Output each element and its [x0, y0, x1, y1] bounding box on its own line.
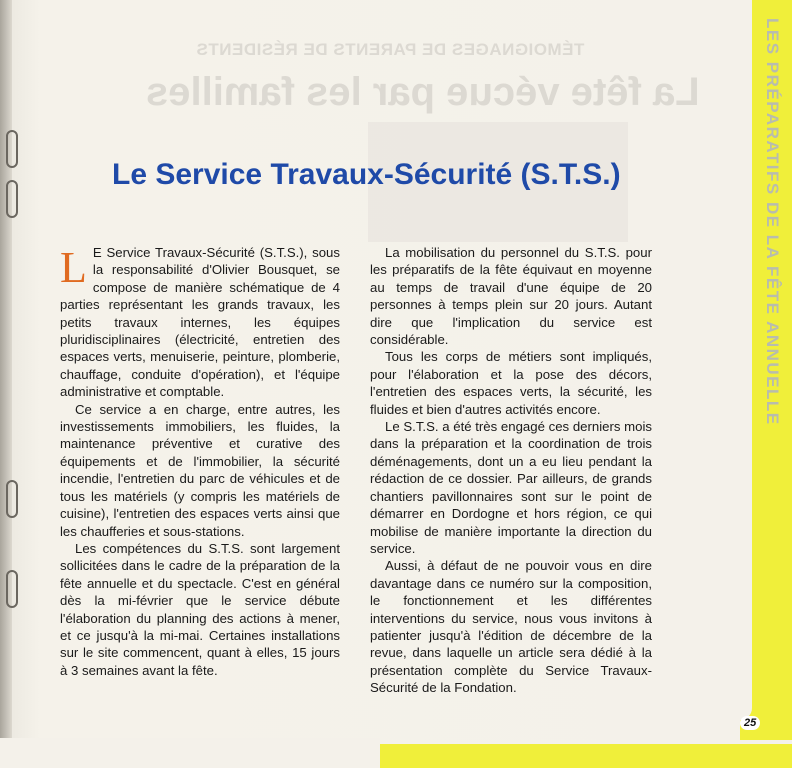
paragraph: Les compétences du S.T.S. sont largement sollicitées dans le cadre de la préparation de la fête annuelle et du spectacle. C'est en général dès la mi-février que le service débute l'élaboration du planning des actions à mener, et ce jusqu'à la mi-mai. Certaines installations sur le site commencent, quant à elles, 15 jours à 3 semaines avant la fête.: [60, 540, 340, 678]
right-column: [370, 244, 652, 697]
bottom-color-band: [360, 744, 792, 768]
page-number: 25: [740, 716, 760, 730]
binding-ring: [6, 570, 18, 608]
left-column: [60, 244, 340, 679]
drop-cap: L: [60, 243, 87, 292]
paragraph: Le S.T.S. a été très engagé ces derniers mois dans la préparation et la coordination de trois déménagements, dont un a eu lieu pendant la rédaction de ce dossier. Par ailleurs, de grands chantiers pavillonnaires sont sur le point de démarrer en Dordogne et hors région, ce qui mobilise de manière importante la direction du service.: [370, 419, 652, 556]
binding-ring: [6, 480, 18, 518]
paragraph: Tous les corps de métiers sont impliqués, pour l'élaboration et la pose des décors, l'entretien des espaces verts, la sécurité, les fluides et bien d'autres activités encore.: [370, 349, 652, 417]
paragraph: Aussi, à défaut de ne pouvoir vous en dire davantage dans ce numéro sur la composition, le fonctionnement et les différentes interventions du service, nous vous invitons à patienter jusqu'à l'édition de décembre de la revue, dans laquelle un article sera dédié à la présentation complète du Service Travaux-Sécurité de la Fondation.: [370, 558, 652, 696]
bottom-margin: [0, 738, 380, 768]
binding-ring: [6, 180, 18, 218]
paragraph: La mobilisation du personnel du S.T.S. pour les préparatifs de la fête équivaut en moyenne au temps de travail d'une équipe de 20 personnes à temps plein sur 20 jours. Autant dire que l'implication du service est considérable.: [370, 245, 652, 348]
paragraph: L E Service Travaux-Sécurité (S.T.S.), sous la responsabilité d'Olivier Bousquet, se compose de manière schématique de 4 parties représentant les grands travaux, les petits travaux internes, les équipes pluridisciplinaires (électricité, entretien des espaces verts, menuiserie, peinture, plomberie, chauffage, conduite d'opération), et l'équipe administrative et comptable.: [60, 243, 340, 400]
paragraph: Ce service a en charge, entre autres, les investissements immobiliers, les fluides, la maintenance préventive et curative des équipements et de l'immobilier, la sécurité incendie, l'entretien du parc de véhicules et de tous les matériels (y compris les matériels de cuisine), l'entretien des espaces verts ainsi que les chaufferies et sous-stations.: [60, 401, 340, 539]
side-banner-text: LES PRÉPARATIFS DE LA FÊTE ANNUELLE: [763, 18, 782, 426]
article-title: Le Service Travaux-Sécurité (S.T.S.): [112, 158, 621, 191]
binding-ring: [6, 130, 18, 168]
binding-spine: [0, 0, 12, 768]
bleed-through-heading: TÉMOIGNAGES DE PARENTS DE RÉSIDENTS: [196, 40, 585, 59]
bleed-through-title: La fête vécue par les familles: [146, 70, 700, 114]
